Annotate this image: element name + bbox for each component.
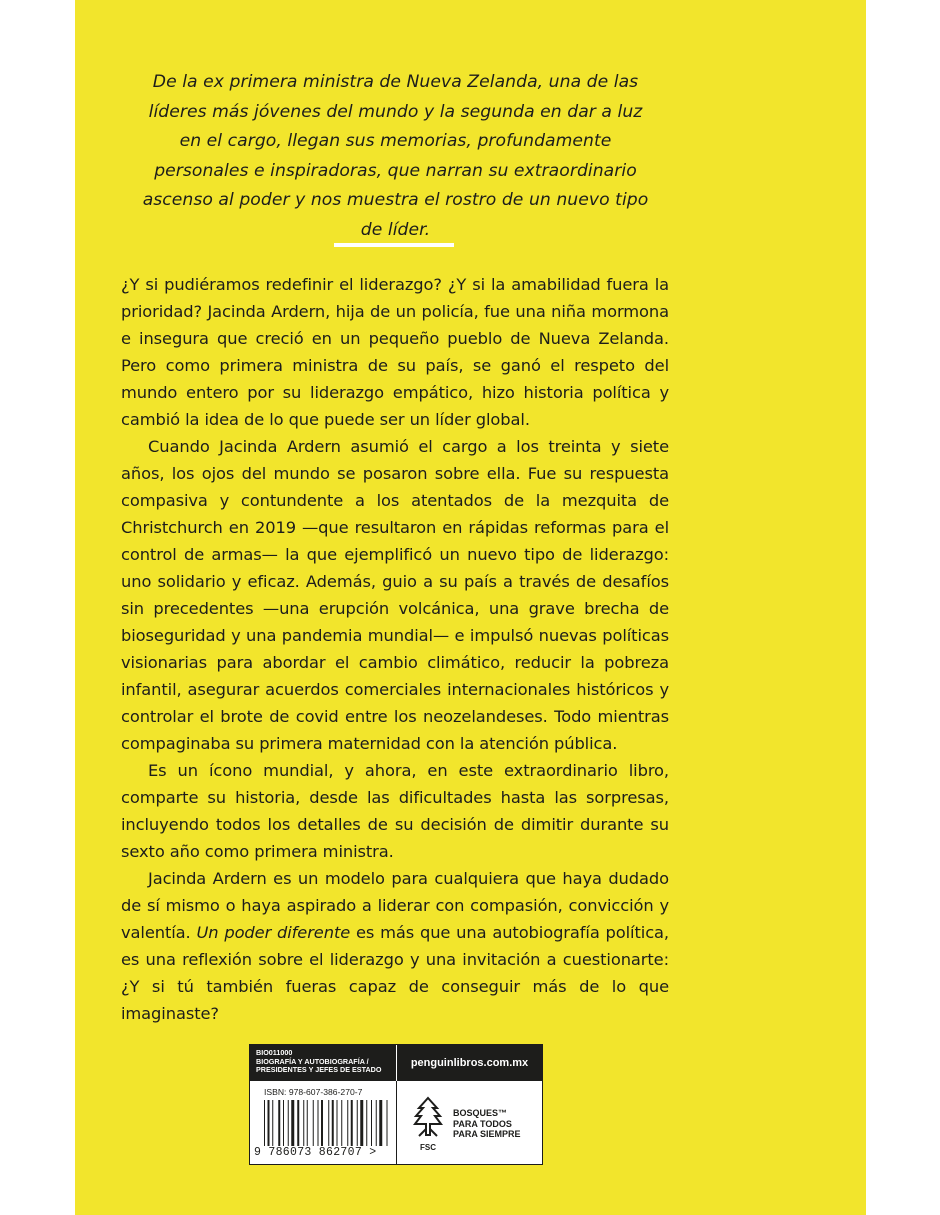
bisac-line-1: BIOGRAFÍA Y AUTOBIOGRAFÍA / [256,1056,369,1066]
bisac-line-2: PRESIDENTES Y JEFES DE ESTADO [256,1065,382,1075]
info-box [249,1044,543,1165]
bisac-code: BIO011000 [256,1048,293,1057]
info-divider [396,1081,397,1164]
barcode-icon [264,1100,388,1146]
book-title: Un poder diferente [196,923,351,942]
blurb: De la ex primera ministra de Nueva Zelanda, una de las líderes más jóvenes del mundo y la segunda en dar a luz en el cargo, llegan sus memorias, profundamente personales e inspiradoras, que narran su extraordinario ascenso al poder y nos muestra el rostro de un nuevo tipo de líder. [142,72,649,240]
forest-line-2: PARA TODOS [453,1118,512,1129]
divider-rule [334,243,454,247]
fsc-label: FSC [420,1143,436,1152]
paragraph-4 [121,865,669,1027]
isbn: ISBN: 978-607-386-270-7 [264,1087,363,1097]
forest-line-3: PARA SIEMPRE [453,1129,521,1139]
body-text [121,271,669,1027]
paragraph-4-start: Jacinda Ardern es un modelo para cualquiera que haya dudado de sí mismo o haya aspirado a liderar con compasión, convicción y valentía. [121,869,669,942]
ean-digits: 9 786073 862707 > [254,1146,377,1159]
paragraph-2: Cuando Jacinda Ardern asumió el cargo a los treinta y siete años, los ojos del mundo se posaron sobre ella. Fue su respuesta compasiva y contundente a los atentados de la mezquita de Christchurch en 2019 —que resultaron en rápidas reformas para el control de armas— la que ejemplificó un nuevo tipo de liderazgo: uno solidario y eficaz. Además, guio a su país a través de desafíos sin precedentes —una erupción volcánica, una grave brecha de bioseguridad y una pandemia mundial— e impulsó nuevas políticas visionarias para abordar el cambio climático, reducir la pobreza infantil, asegurar acuerdos comerciales internacionales históricos y controlar el brote de covid entre los neozelandeses. Todo mientras compaginaba su primera maternidad con la atención pública. [121,437,669,753]
forest-line-1: BOSQUES™ [453,1108,508,1118]
bisac-category [250,1045,396,1081]
paragraph-4-end: es más que una autobiografía política, es una reflexión sobre el liderazgo y una invitación a cuestionarte: ¿Y si tú también fueras capaz de conseguir más de lo que imaginaste? [121,923,669,1023]
forest-slogan [453,1108,521,1140]
paragraph-1: ¿Y si pudiéramos redefinir el liderazgo? ¿Y si la amabilidad fuera la prioridad? Jacinda Ardern, hija de un policía, fue una niña mormona e insegura que creció en un pequeño pueblo de Nueva Zelanda. Pero como primera ministra de su país, se ganó el respeto del mundo entero por su liderazgo empático, hizo historia política y cambió la idea de lo que puede ser un líder global. [121,275,669,429]
publisher-website: penguinlibros.com.mx [397,1045,542,1081]
paragraph-3: Es un ícono mundial, y ahora, en este extraordinario libro, comparte su historia, desde las dificultades hasta las sorpresas, incluyendo todos los detalles de su decisión de dimitir durante su sexto año como primera ministra. [121,761,669,861]
fsc-tree-icon [410,1095,446,1143]
